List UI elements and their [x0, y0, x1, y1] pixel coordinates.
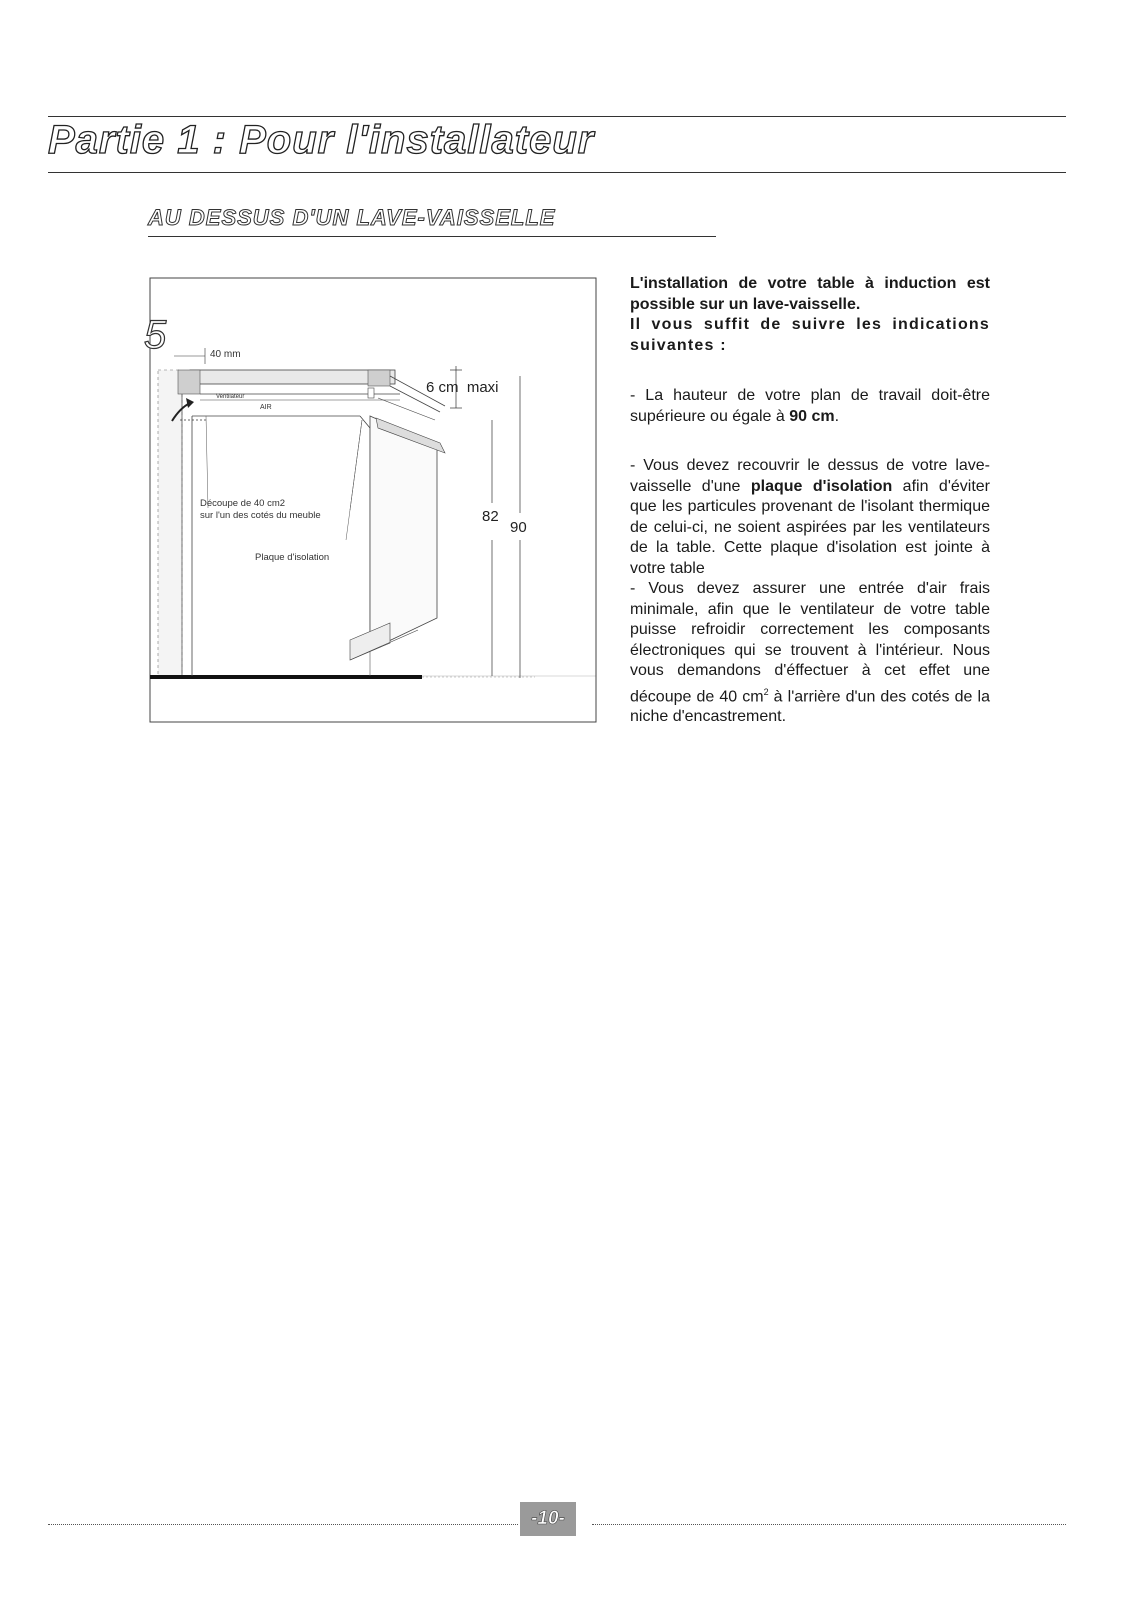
bullet-insulation	[630, 456, 990, 579]
label-decoupe-1: Découpe de 40 cm2	[200, 498, 286, 509]
bullet-insulation-rest: afin d'éviter que les particules provenant de l'isolant thermique de celui-ci, ne soient aspirées par les ventilateurs de la table. Cette plaque d'isolation est jointe à votre table	[630, 477, 990, 577]
label-air: AIR	[260, 404, 272, 411]
header-top-rule	[48, 116, 1066, 117]
label-max-height: 6 cm maxi	[426, 379, 499, 396]
label-dim-82: 82	[482, 508, 499, 525]
label-gap: 40 mm	[210, 349, 241, 360]
bullet-insulation-text: - Vous devez recouvrir le dessus de votre lave-vaisselle d'une	[630, 457, 990, 495]
header-bottom-rule	[48, 172, 1066, 173]
label-dim-90: 90	[510, 519, 527, 536]
dishwasher-door	[370, 416, 437, 650]
label-ventilateur: Ventilateur	[216, 394, 245, 400]
bullet-height-value: 90 cm	[789, 407, 835, 425]
hob	[190, 370, 395, 384]
label-plaque: Plaque d'isolation	[255, 552, 330, 563]
section-rule	[148, 236, 716, 237]
label-decoupe-2: sur l'un des cotés du meuble	[200, 510, 321, 521]
intro-line-2: Il vous suffit de suivre les indications suivantes :	[630, 316, 990, 354]
bullet-air	[630, 579, 990, 728]
bullet-air-rest: à l'arrière d'un des cotés de la niche d'encastrement.	[630, 687, 990, 726]
footer-rule-left	[48, 1524, 518, 1525]
bullet-height-text: - La hauteur de votre plan de travail doit-être supérieure ou égale à	[630, 387, 990, 425]
section-title: AU DESSUS D'UN LAVE-VAISSELLE	[148, 205, 556, 230]
footer-rule-right	[592, 1524, 1066, 1525]
page-number: -10-	[520, 1502, 576, 1536]
bullet-air-sup: 2	[763, 686, 769, 697]
wall	[158, 370, 182, 678]
bullet-height-end: .	[834, 407, 840, 425]
figure-number: 5	[144, 313, 167, 357]
bullet-height	[630, 386, 990, 427]
installation-diagram	[144, 278, 600, 728]
bullet-insulation-bold: plaque d'isolation	[750, 477, 893, 495]
intro-paragraph	[630, 274, 990, 356]
page-title: Partie 1 : Pour l'installateur	[48, 118, 595, 162]
intro-line-1: L'installation de votre table à induction est possible sur un lave-vaisselle.	[630, 275, 990, 313]
bullet-air-text: - Vous devez assurer une entrée d'air frais minimale, afin que le ventilateur de votre table puisse refroidir correctement les composants électroniques qui se trouvent à l'intérieur. Nous vous demandons d'éffectuer à cet effet une découpe de 40 cm	[630, 580, 990, 705]
